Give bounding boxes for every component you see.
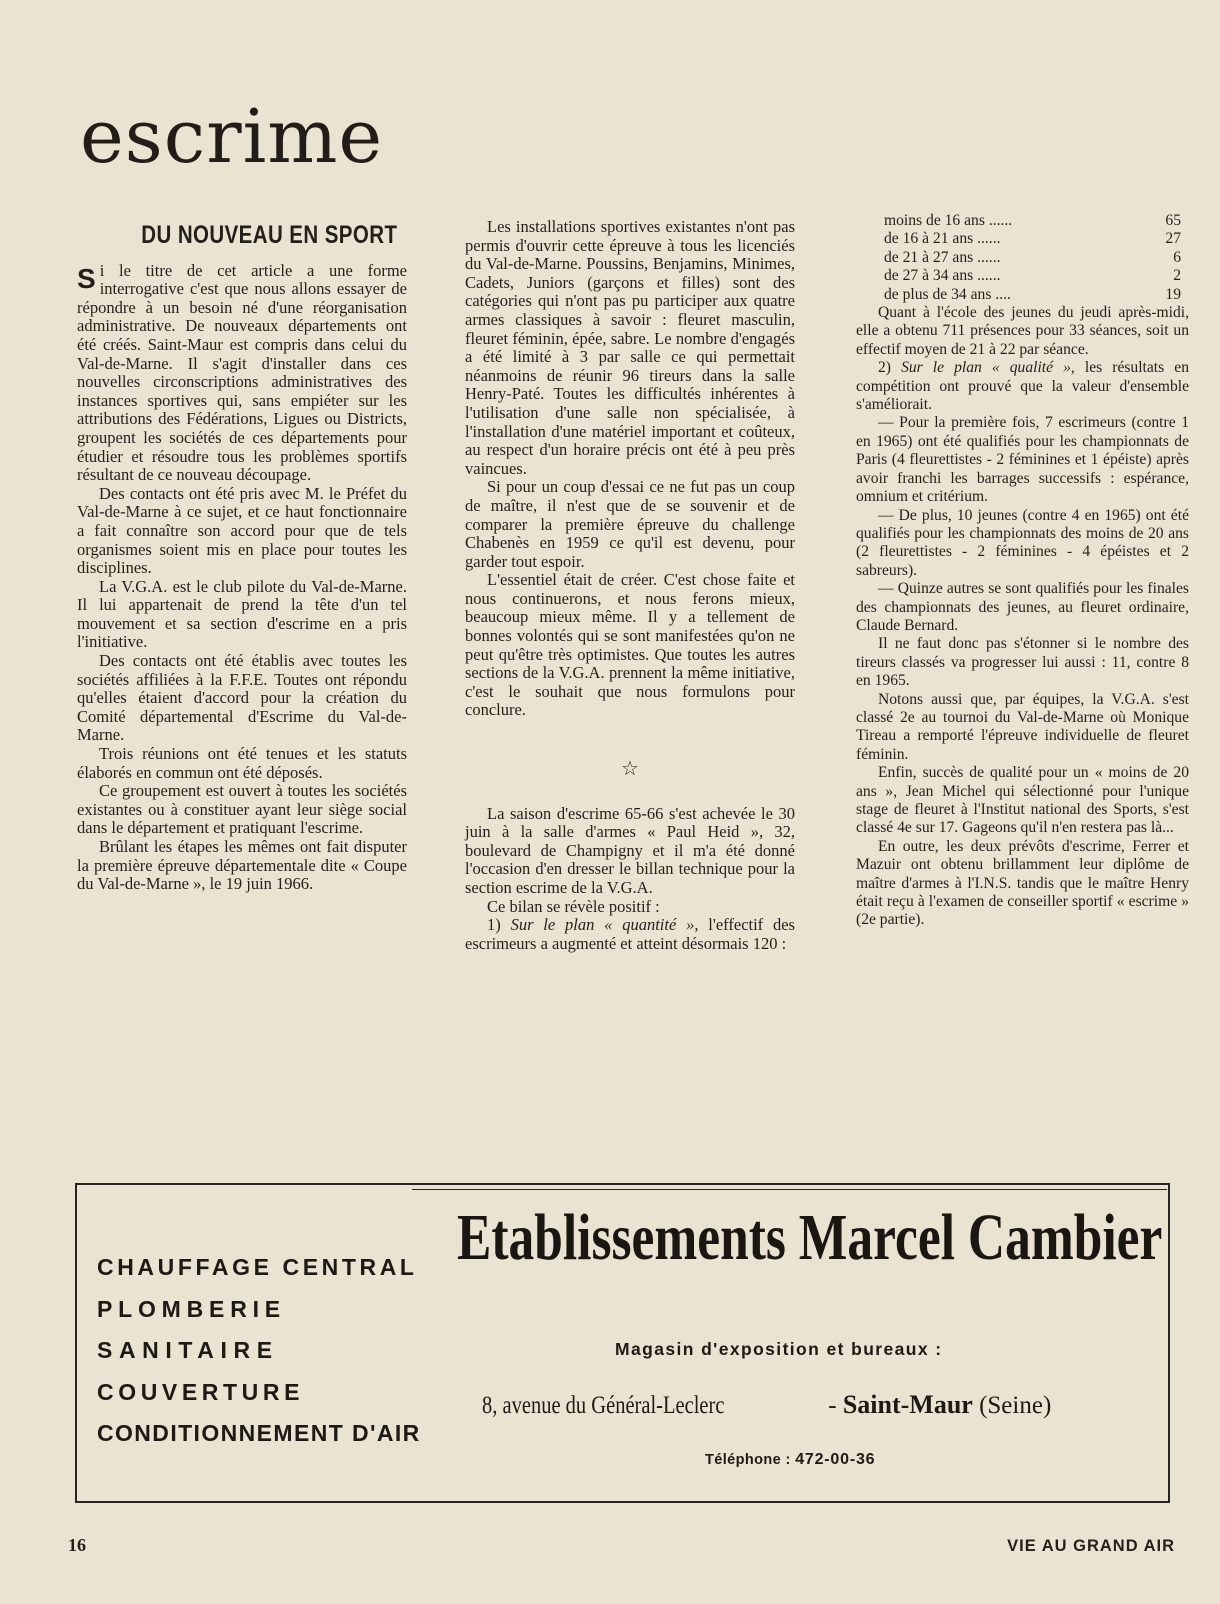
article-column-3: [856, 212, 1189, 930]
paragraph: 1) Sur le plan « quantité », l'effectif des escrimeurs a augmenté et atteint désormais 120 :: [465, 915, 795, 953]
paragraph: Trois réunions ont été tenues et les statuts élaborés en commun ont été déposés.: [77, 744, 407, 782]
paragraph: Il ne faut donc pas s'étonner si le nombre des tireurs classés va progresser lui aussi : 11, contre 8 en 1965.: [856, 635, 1189, 690]
advertisement-box: [75, 1183, 1170, 1503]
paragraph: Si le titre de cet article a une forme interrogative c'est que nous allons essayer de répondre à un besoin né d'une réorganisation administrative. De nouveaux départements ont été créés. Saint-Maur est compris dans celui du Val-de-Marne. Il s'agit d'installer dans ces nouvelles circonscriptions administratives des instances sportives qui, sans empiéter sur les attributions des Fédérations, Ligues ou Districts, groupent les sociétés de ces départements pour étudier et résoudre tous les problèmes sportifs résultant de ce nouveau découpage.: [77, 260, 407, 485]
paragraph: — Pour la première fois, 7 escrimeurs (contre 1 en 1965) ont été qualifiés pour les championnats de Paris (4 fleurettistes - 2 féminines et 1 épéiste) après avoir franchi les barrages successifs : espérance, omnium et critérium.: [856, 414, 1189, 506]
age-row: de 21 à 27 ans ...... 6: [884, 248, 1181, 266]
drop-cap: S: [77, 262, 96, 294]
ad-service-item: CHAUFFAGE CENTRAL: [97, 1254, 418, 1280]
paragraph: En outre, les deux prévôts d'escrime, Ferrer et Mazuir ont obtenu brillamment leur diplôme de maître d'armes à l'I.N.S. tandis que le maître Henry était reçu à l'examen de conseiller sportif « escrime » (2e partie).: [856, 837, 1189, 929]
paragraph: Quant à l'école des jeunes du jeudi après-midi, elle a obtenu 711 présences pour 33 séances, soit un effectif moyen de 21 à 22 par séance.: [856, 304, 1189, 358]
ad-service-item: COUVERTURE: [97, 1378, 305, 1405]
paragraph: Les installations sportives existantes n'ont pas permis d'ouvrir cette épreuve à tous les licenciés du Val-de-Marne. Poussins, Benjamins, Minimes, Cadets, Juniors (garçons et filles) sont des catégories qui n'ont pas pu participer aux quatre armes classiques à savoir : fleuret masculin, fleuret féminin, épée, sabre. Le nombre d'engagés a été limité à 3 par salle ce qui permettait néanmoins de réunir 96 tireurs dans la salle Henry-Paté. Toutes les difficultés inhérentes à l'utilisation d'une salle non spécialisée, à l'installation d'une matériel important et coûteux, au respect d'un horaire précis ont été à peu près vaincues.: [465, 217, 795, 478]
age-row: de 27 à 34 ans ...... 2: [884, 267, 1181, 285]
paragraph: — Quinze autres se sont qualifiés pour les finales des championnats des jeunes, au fleuret ordinaire, Claude Bernard.: [856, 580, 1189, 634]
age-row: moins de 16 ans ...... 65: [884, 212, 1181, 229]
paragraph: Ce bilan se révèle positif :: [487, 896, 660, 916]
paragraph: Notons aussi que, par équipes, la V.G.A. s'est classé 2e au tournoi du Val-de-Marne où Monique Tireau a remporté l'épreuve individuelle de fleuret féminin.: [856, 690, 1189, 763]
ad-service-item: SANITAIRE: [97, 1337, 279, 1363]
ad-services-list: [97, 1247, 421, 1455]
paragraph: Des contacts ont été pris avec M. le Préfet du Val-de-Marne à ce sujet, et ce haut fonctionnaire a fait connaître son accord pour que de tels organismes soient mis en place pour toutes les disciplines.: [77, 483, 407, 578]
publication-name: VIE AU GRAND AIR: [1007, 1537, 1175, 1555]
ad-company-name: Etablissements Marcel Cambier: [457, 1201, 1163, 1274]
ad-city: Saint-Maur: [842, 1390, 973, 1419]
paragraph: Des contacts ont été établis avec toutes les sociétés affiliées à la F.F.E. Toutes ont répondu qu'elles étaient d'accord pour la création du Comité départemental d'Escrime du Val-de-Marne.: [77, 651, 407, 745]
paragraph: — De plus, 10 jeunes (contre 4 en 1965) ont été qualifiés pour les championnats des moins de 20 ans (2 fleurettistes - 2 féminines - 4 épéistes et 2 sabreurs).: [856, 506, 1189, 579]
star-separator-icon: ☆: [621, 758, 639, 781]
article-column-1: [77, 218, 407, 894]
paragraph: La V.G.A. est le club pilote du Val-de-Marne. Il lui appartenait de prend la tête d'un tel mouvement et sa section d'escrime en a pris l'initiative.: [77, 576, 407, 652]
ad-service-item: PLOMBERIE: [97, 1295, 286, 1322]
age-row: de 16 à 21 ans ...... 27: [884, 230, 1181, 248]
ad-service-item: CONDITIONNEMENT D'AIR: [97, 1420, 421, 1446]
article-column-2: [465, 218, 795, 953]
paragraph: Brûlant les étapes les mêmes ont fait disputer la première épreuve départementale dite « Coupe du Val-de-Marne », le 19 juin 1966.: [77, 837, 407, 894]
page-title: escrime: [80, 94, 384, 180]
paragraph: Enfin, succès de qualité pour un « moins de 20 ans », Jean Michel qui sélectionné pour l'unique stage de fleuret à l'Institut national des Sports, s'est classé 4e sur 17. Gageons qu'il n'en restera pas là...: [856, 764, 1189, 837]
ad-address: 8, avenue du Général-Leclerc - Saint-Maur (Seine): [482, 1390, 1052, 1419]
age-row: de plus de 34 ans .... 19: [884, 285, 1181, 303]
ad-subtitle: Magasin d'exposition et bureaux :: [615, 1339, 943, 1359]
paragraph: Si pour un coup d'essai ce ne fut pas un coup de maître, il n'est que de se souvenir et de comparer la première épreuve du challenge Chabenès en 1959 ce qu'il est devenu, pour garder tout espoir.: [465, 477, 795, 571]
article-heading: DU NOUVEAU EN SPORT: [141, 221, 398, 249]
ad-phone: Téléphone : 472-00-36: [705, 1451, 876, 1468]
paragraph: 2) Sur le plan « qualité », les résultats en compétition ont prouvé que la valeur d'ensemble s'améliorait.: [856, 359, 1189, 414]
paragraph: La saison d'escrime 65-66 s'est achevée le 30 juin à la salle d'armes « Paul Heid », 32, boulevard de Champigny et il m'a été donné l'occasion d'en dresser le billan technique pour la section escrime de la V.G.A.: [465, 803, 795, 897]
paragraph: Ce groupement est ouvert à toutes les sociétés existantes ou à constituer ayant leur siège social dans le département et pratiquant l'escrime.: [77, 781, 407, 838]
divider: [412, 1189, 1167, 1190]
paragraph: L'essentiel était de créer. C'est chose faite et nous continuerons, et nous ferons mieux, beaucoup mieux même. Il y a tellement de bonnes volontés qui se sont manifestées qu'on ne peut qu'être très optimistes. Que toutes les autres sections de la V.G.A. prennent la même initiative, c'est le souhait que nous formulons pour conclure.: [465, 570, 795, 720]
page-number: 16: [68, 1535, 86, 1555]
